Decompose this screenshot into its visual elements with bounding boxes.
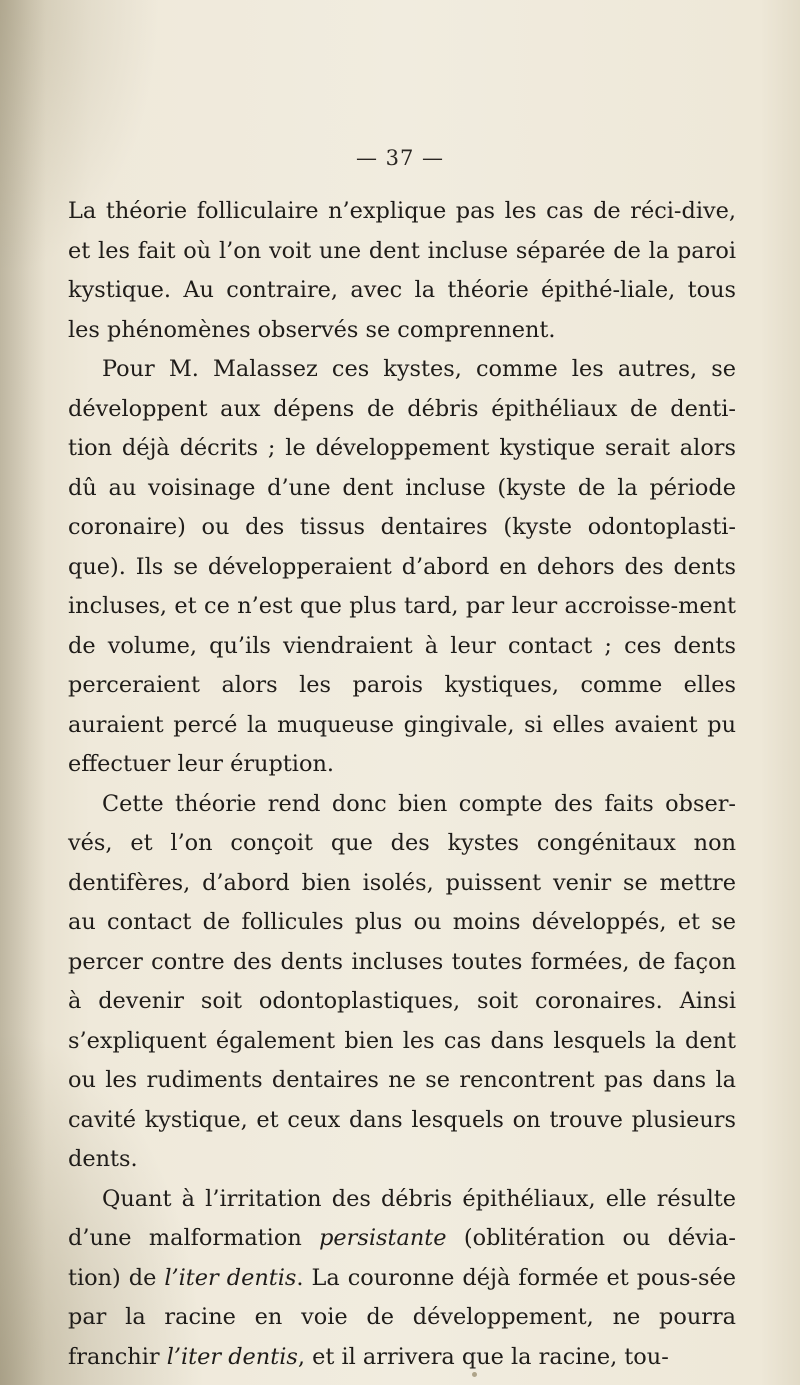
ink-speck: [472, 1372, 477, 1377]
paragraph-2: Pour M. Malassez ces kystes, comme les autres, se développent aux dépens de débris épithéliaux de denti-tion déjà décrits ; le développement kystique serait alors dû au voisinage d’une dent incluse (kyste de la période coronaire) ou des tissus dentaires (kyste odontoplasti-que). Ils se développeraient d’abord en dehors des dents incluses, et ce n’est que plus tard, par leur accroisse-ment de volume, qu’ils viendraient à leur contact ; ces dents perceraient alors les parois kystiques, comme elles auraient percé la muqueuse gingivale, si elles avaient pu effectuer leur éruption.: [68, 356, 736, 777]
body-text: [68, 192, 736, 1377]
paragraph-4-part-4: , et il arrivera que la racine, tou-: [297, 1343, 669, 1370]
paragraph-4-part-1: Quant à l’irritation des débris épithéliaux, elle résulte d’une malformation: [68, 1185, 736, 1251]
paragraph-1: La théorie folliculaire n’explique pas les cas de réci-dive, et les fait où l’on voit une dent incluse séparée de la paroi kystique. Au contraire, avec la théorie épithé-liale, tous les phénomènes observés se comprennent.: [68, 198, 736, 343]
page-edge-stain: [0, 0, 46, 1385]
paragraph-4-part-2: (oblitération ou dévia-tion) de: [68, 1225, 736, 1291]
paragraph-3: Cette théorie rend donc bien compte des faits obser-vés, et l’on conçoit que des kystes congénitaux non dentifères, d’abord bien isolés, puissent venir se mettre au contact de follicules plus ou moins développés, et se percer contre des dents incluses toutes formées, de façon à devenir soit odontoplastiques, soit coronaires. Ainsi s’expliquent également bien les cas dans lesquels la dent ou les rudiments dentaires ne se rencontrent pas dans la cavité kystique, et ceux dans lesquels on trouve plusieurs dents.: [68, 790, 736, 1172]
page-number: — 37 —: [355, 146, 445, 170]
italic-iter-dentis-1: l’iter dentis: [164, 1264, 297, 1291]
italic-persistante: persistante: [319, 1225, 447, 1251]
paragraph-4: [68, 1180, 736, 1378]
paragraph-4-part-3: . La couronne déjà formée et pous-sée par la racine en voie de développement, ne pourra franchir: [68, 1264, 736, 1370]
italic-iter-dentis-2: l’iter dentis: [166, 1343, 298, 1370]
